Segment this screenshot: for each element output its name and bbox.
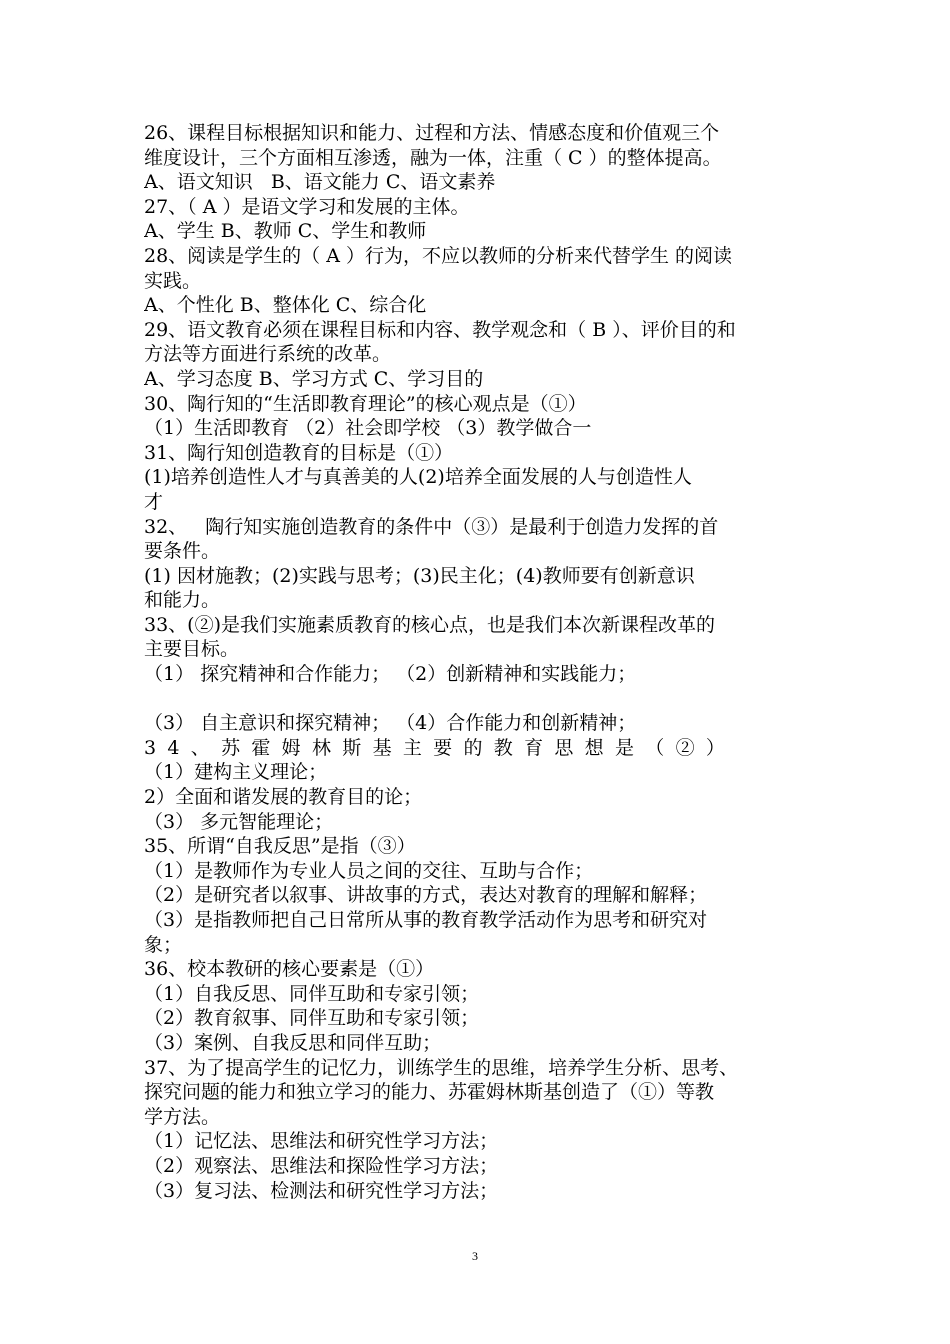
text-line: 34、苏霍姆林斯基主要的教育思想是（②） (144, 736, 737, 759)
text-line: （2）教育叙事、同伴互助和专家引领； (144, 1007, 480, 1030)
text-line: 方法等方面进行系统的改革。 (144, 343, 392, 366)
text-line: 学方法。 (144, 1105, 221, 1128)
text-line: 33、(②)是我们实施素质教育的核心点，也是我们本次新课程改革的 (144, 613, 716, 636)
text-line: 37、为了提高学生的记忆力，训练学生的思维，培养学生分析、思考、 (144, 1056, 739, 1079)
text-line: 28、阅读是学生的（ A ）行为，不应以教师的分析来代替学生 的阅读 (144, 244, 733, 267)
text-line: 35、所谓“自我反思”是指（③） (144, 835, 416, 858)
text-line: A、学生 B、教师 C、学生和教师 (144, 220, 427, 243)
text-line: 32、 陶行知实施创造教育的条件中（③）是最利于创造力发挥的首 (144, 515, 719, 538)
text-line: （1）记忆法、思维法和研究性学习方法； (144, 1130, 499, 1153)
text-line: （1） 探究精神和合作能力； （2）创新精神和实践能力； (144, 663, 637, 686)
text-line: （3）案例、自我反思和同伴互助； (144, 1031, 442, 1054)
blank-line (144, 687, 812, 712)
text-line: 主要目标。 (144, 638, 240, 661)
text-line: （3）复习法、检测法和研究性学习方法； (144, 1179, 499, 1202)
text-line: 才 (144, 490, 164, 513)
text-line: 和能力。 (144, 589, 221, 612)
text-line: 象； (144, 933, 183, 956)
text-line: （1）建构主义理论； (144, 761, 328, 784)
body-text (144, 121, 812, 1203)
text-line: （3） 多元智能理论； (144, 810, 334, 833)
text-line: （1）是教师作为专业人员之间的交往、互助与合作； (144, 859, 594, 882)
text-line: 探究问题的能力和独立学习的能力、苏霍姆林斯基创造了（①）等教 (144, 1081, 715, 1104)
text-line: 26、课程目标根据知识和能力、过程和方法、情感态度和价值观三个 (144, 122, 720, 144)
text-line: （2）是研究者以叙事、讲故事的方式，表达对教育的理解和解释； (144, 884, 708, 907)
text-line: A、语文知识 B、语文能力 C、语文素养 (144, 171, 496, 194)
text-line: （1）自我反思、同伴互助和专家引领； (144, 982, 480, 1005)
text-line: （2）观察法、思维法和探险性学习方法； (144, 1154, 499, 1177)
text-line: 27、（ A ）是语文学习和发展的主体。 (144, 195, 470, 218)
text-line: A、学习态度 B、学习方式 C、学习目的 (144, 367, 484, 390)
text-line: A、个性化 B、整体化 C、综合化 (144, 294, 427, 317)
text-line: 31、陶行知创造教育的目标是（①） (144, 441, 454, 464)
text-line: 2）全面和谐发展的教育目的论； (144, 786, 423, 809)
text-line: 要条件。 (144, 540, 221, 563)
text-line: 29、语文教育必须在课程目标和内容、教学观念和（ B ）、评价目的和 (144, 318, 736, 341)
text-line: （3） 自主意识和探究精神； （4）合作能力和创新精神； (144, 712, 637, 735)
text-line: (1) 因材施教；(2)实践与思考；(3)民主化；(4)教师要有创新意识 (144, 564, 695, 587)
text-line: 维度设计，三个方面相互渗透，融为一体，注重（ C ）的整体提高。 (144, 146, 722, 169)
text-line: （1）生活即教育 （2）社会即学校 （3）教学做合一 (144, 417, 592, 440)
text-line: （3）是指教师把自己日常所从事的教育教学活动作为思考和研究对 (144, 909, 708, 931)
text-line: (1)培养创造性人才与真善美的人(2)培养全面发展的人与创造性人 (144, 466, 692, 489)
page-number: 3 (472, 1249, 478, 1263)
text-line: 实践。 (144, 269, 202, 292)
text-line: 30、陶行知的“生活即教育理论”的核心观点是（①） (144, 392, 587, 415)
text-line: 36、校本教研的核心要素是（①） (144, 958, 435, 981)
